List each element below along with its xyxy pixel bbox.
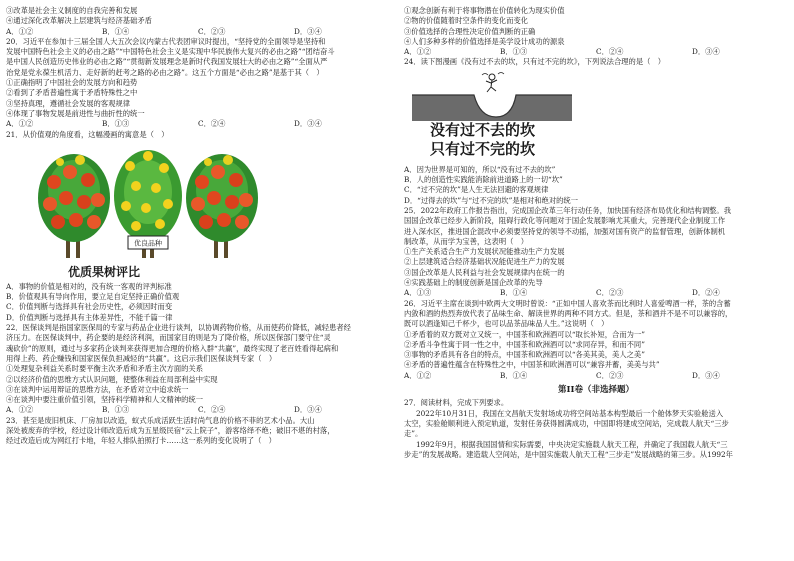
- comic-caption-line-2: 只有过不完的坎: [430, 139, 536, 158]
- answer-choice: B．①③: [500, 47, 528, 57]
- material-text: 步走”的发展战略。建造载人空间站，是中国实施载人航天工程“三步走”发展战略的第三步。从1992年: [404, 449, 733, 459]
- fruit-tree-cartoon: [32, 142, 262, 264]
- option-text: ③在谈判中运用辩证的思维方法，在矛盾对立中追求统一: [6, 384, 189, 394]
- answer-choice: B．①④: [500, 370, 528, 380]
- answer-choice: B．①④: [102, 26, 130, 36]
- question-text: 是中国人民创造历史伟业的必由之路”“贯彻新发展理念是新时代我国发展壮大的必由之路”“全面从严: [6, 57, 328, 67]
- answer-options: [404, 371, 788, 381]
- cartoon-sign: 优良品种: [134, 239, 162, 248]
- option-text: B．人的创造性实践能消除前进道路上的一切“坎”: [404, 175, 563, 185]
- answer-choice: D．③④: [692, 370, 720, 380]
- material-text: 太空，实验舱顺利进入预定轨道，发射任务获得圆满成功，中国即将建成空间站，完成载人航天“三步: [404, 418, 729, 428]
- cartoon-caption: 优质果树评比: [68, 264, 141, 279]
- answer-choice: C．②④: [596, 47, 624, 57]
- option-text: ②以经济价值的思维方式认识问题，使整体利益在局部利益中实现: [6, 374, 218, 384]
- question-22: 22．医保谈判是指国家医保局的专家与药品企业进行谈判，以协调药物价格，从而使药价降低，减轻患者经: [6, 323, 351, 333]
- answer-choice: B．①④: [500, 288, 528, 298]
- option-text: ②看到了矛盾普遍性寓于矛盾特殊性之中: [6, 88, 138, 98]
- option-text: ④人们多种多样的价值选择是美学设计成功的源泉: [404, 36, 565, 46]
- option-text: ②上层建筑适合经济基础状况能促进生产力的发展: [404, 257, 565, 267]
- comic-caption-line-1: 没有过不去的坎: [430, 120, 536, 139]
- question-text: 内敛和酒的热烈奔放代表了品味生命、解读世界的两种不同方式。但是，茶和酒并不是不可以兼容的，: [404, 308, 733, 318]
- comic-character: [486, 74, 497, 92]
- question-text: 发展中国特色社会主义的必由之路”“中国特色社会主义是实现中华民族伟大复兴的必由之路”“团结奋斗: [6, 47, 335, 57]
- answer-options: [6, 27, 392, 37]
- material-text: 1992年9月，根据我国国情和实际需要，中央决定实施载人航天工程，并确定了我国载人航天“三: [416, 439, 728, 449]
- answer-choice: A．①②: [404, 370, 432, 380]
- right-column: [404, 6, 788, 460]
- answer-choice: D．③④: [294, 119, 322, 129]
- answer-choice: B．①③: [102, 119, 130, 129]
- question-text: 进入深水区，推进国企混改中必须要坚持党的领导不动摇，加强对国有资产的监督管理，创新体制机: [404, 226, 726, 236]
- question-24: 24．读下图漫画《没有过不去的坎，只有过不完的坎》，下列说法合理的是（ ）: [404, 57, 666, 67]
- answer-choice: D．②④: [692, 288, 720, 298]
- option-text: ③事物的矛盾具有各自的特点，中国茶和欧洲酒可以“各美其美，美人之美”: [404, 350, 645, 360]
- option-text: ③改革是社会主义制度的自我完善和发展: [6, 6, 138, 15]
- answer-options: [404, 47, 788, 57]
- answer-choice: A．①②: [404, 47, 432, 57]
- tree-middle: [114, 150, 182, 258]
- option-text: A．因为世界是可知的，所以“没有过不去的坎”: [404, 164, 556, 174]
- option-text: ④矛盾的普遍性蕴含在特殊性之中，中国茶和欧洲酒可以“兼容并蓄，美美与共”: [404, 360, 660, 370]
- question-21: 21．从价值观的角度看，这幅漫画的寓意是（ ）: [6, 129, 169, 139]
- question-text: 魂砍价”的原则，通过与多家药企谈判来获得更加合理的价格入群“共赢”，最终实现了老百姓看得起病和: [6, 343, 339, 353]
- answer-choice: C．②③: [596, 288, 624, 298]
- answer-choice: A．①②: [6, 405, 34, 415]
- question-text: 经过改造后成为网红打卡地，年轻人排队拍照打卡……这一系列的变化说明了（ ）: [6, 436, 276, 446]
- option-text: ④实践基础上的制度创新是国企改革的先导: [404, 278, 543, 288]
- question-text: 济压力。在医保谈判中，药企要的是经济利润，而国家目的则是为了降价格，所以医保部门要守住“灵: [6, 333, 331, 343]
- question-27: 27．阅读材料，完成下列要求。: [404, 398, 509, 408]
- left-column: [6, 6, 392, 447]
- answer-choice: C．②③: [596, 370, 624, 380]
- option-text: ①矛盾着的双方既对立又统一，中国茶和欧洲酒可以“取长补短，合而为一”: [404, 329, 645, 339]
- material-text: 走”。: [404, 429, 423, 439]
- question-text: 既可以酒逢知己千杯少，也可以品茶品味品人生。”这说明（ ）: [404, 319, 609, 329]
- question-text: 深处被废弃的学校，经过设计师改造后成为五星级民宿“云上院子”，游客络绎不绝；破旧不堪的村落，: [6, 426, 335, 436]
- question-text: 用得上药、药企赚钱和国家医保负担减轻的“共赢”。这启示我们医保谈判专家（ ）: [6, 353, 277, 363]
- answer-choice: A．①②: [6, 119, 34, 129]
- option-text: ④在谈判中要注重价值引领，坚持科学精神和人文精神的统一: [6, 395, 204, 405]
- option-text: D．“过得去的坎”与“过不完的坎”是相对和绝对的统一: [404, 195, 579, 205]
- material-text: 2022年10月31日，我国在文昌航天发射场成功将空间站基本构型最后一个舱体梦天实验舱送入: [416, 408, 724, 418]
- option-text: C．“过不完的坎”是人生无法回避的客观规律: [404, 185, 549, 195]
- answer-options: [6, 119, 392, 129]
- question-20: 20．习近平在参加十三届全国人大五次会议内蒙古代表团审议时提出，“坚持党的全面领导是坚持和: [6, 36, 326, 46]
- answer-choice: D．③④: [294, 26, 322, 36]
- answer-choice: A．①②: [6, 26, 34, 36]
- road-comic-drawing: [412, 71, 572, 121]
- tree-left: [38, 154, 110, 258]
- option-text: ①观念创新有利于将事物潜在价值转化为现实价值: [404, 6, 565, 15]
- option-text: ①生产关系适合生产力发展状况能推动生产力发展: [404, 247, 565, 257]
- option-text: ②物的价值随着时空条件的变化而变化: [404, 16, 529, 26]
- section-heading: 第II卷（非选择题）: [558, 385, 634, 396]
- question-text: 国国企改革已经步入新阶段，阻碍行政化等问题对于国企发展影响尤其重大，完善现代企业制度工作: [404, 216, 726, 226]
- option-text: ④体现了事物发展是前进性与曲折性的统一: [6, 108, 145, 118]
- option-text: A．事物的价值是相对的，没有统一客观的评判标准: [6, 281, 172, 291]
- option-text: ①正确指明了中国社会的发展方向和趋势: [6, 78, 138, 88]
- answer-choice: B．①③: [102, 405, 130, 415]
- answer-options: [404, 288, 788, 298]
- question-26: 26．习近平主席在谈到中欧两大文明时曾说：“正如中国人喜欢茶而比利时人喜爱啤酒一样，茶的含蓄: [404, 298, 731, 308]
- option-text: ①处理复杂利益关系时要平衡主次矛盾和矛盾主次方面的关系: [6, 364, 204, 374]
- answer-choice: C．②④: [198, 405, 226, 415]
- question-25: 25．2022年政府工作报告指出，完成国企改革三年行动任务，加快国有经济布局优化和结构调整。我: [404, 205, 732, 215]
- answer-choice: D．③④: [692, 47, 720, 57]
- question-23: 23．甚至是废旧机床、厂房加以改造，蚁式乐成活跃生活时尚气息的价格不菲的艺术小品。大山: [6, 415, 315, 425]
- question-text: 治党是党永葆生机活力、走好新的赶考之路的必由之路”。这五个方面是“必由之路”是基于其（ ）: [6, 67, 324, 77]
- answer-choice: D．③④: [294, 405, 322, 415]
- option-text: ④通过深化改革解决上层建筑与经济基础矛盾: [6, 16, 152, 26]
- answer-choice: C．②④: [198, 119, 226, 129]
- option-text: ③国企改革是人民利益与社会发展规律内在统一的: [404, 267, 565, 277]
- road-comic: [412, 71, 572, 163]
- answer-options: [6, 405, 392, 415]
- option-text: B．价值观具有导向作用，要立足自定坚持正确价值观: [6, 292, 180, 302]
- tree-right: [186, 154, 258, 258]
- option-text: ③价值选择的合理性决定价值判断的正确: [404, 26, 536, 36]
- option-text: ③坚持真理，遵循社会发展的客观规律: [6, 98, 131, 108]
- option-text: D．价值判断与选择具有主体差异性，不能千篇一律: [6, 312, 173, 322]
- question-text: 制改革，从而学为宝善，这表明（ ）: [404, 236, 529, 246]
- option-text: C．价值判断与选择具有社会历史性，必须因时而变: [6, 302, 173, 312]
- option-text: ②矛盾斗争性寓于同一性之中，中国茶和欧洲酒可以“求同存异，和而不同”: [404, 339, 645, 349]
- answer-choice: C．②③: [198, 26, 226, 36]
- answer-choice: A．①③: [404, 288, 432, 298]
